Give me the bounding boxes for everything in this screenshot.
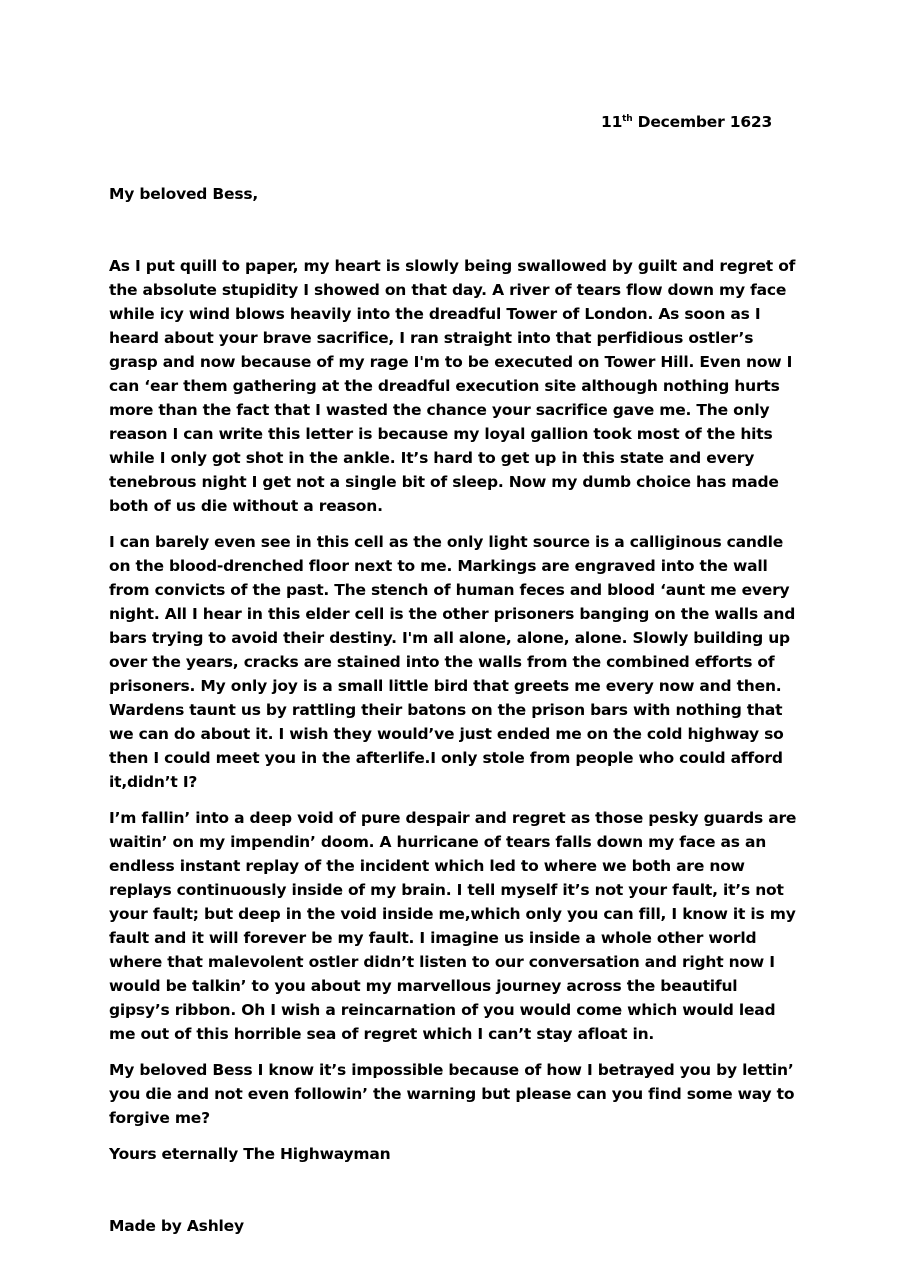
body-paragraph-2: I can barely even see in this cell as the only light source is a calliginous candle on the blood-drenched floor next to me. Markings are engraved into the wall from convicts of the past. The stench of human feces and blood ‘aunt me every night. All I hear in this elder cell is the other prisoners banging on the walls and bars trying to avoid their destiny. I'm all alone, alone, alone. Slowly building up over the years, cracks are stained into the walls from the combined efforts of prisoners. My only joy is a small little bird that greets me every now and then. Wardens taunt us by rattling their batons on the prison bars with nothing that we can do about it. I wish they would’ve just ended me on the cold highway so then I could meet you in the afterlife.I only stole from people who could afford it,didn’t I?	[109, 533, 796, 791]
author-credit: Made by Ashley	[109, 1217, 244, 1235]
letter-body	[109, 254, 799, 1130]
letter-date	[601, 110, 799, 134]
body-paragraph-3: I’m fallin’ into a deep void of pure despair and regret as those pesky guards are waitin’ on my impendin’ doom. A hurricane of tears falls down my face as an endless instant replay of the incident which led to where we both are now replays continuously inside of my brain. I tell myself it’s not your fault, it’s not your fault; but deep in the void inside me,which only you can fill, I know it is my fault and it will forever be my fault. I imagine us inside a whole other world where that malevolent ostler didn’t listen to our conversation and right now I would be talkin’ to you about my marvellous journey across the beautiful gipsy’s ribbon. Oh I wish a reincarnation of you would come which would lead me out of this horrible sea of regret which I can’t stay afloat in.	[109, 809, 797, 1043]
body-paragraph-4: My beloved Bess I know it’s impossible because of how I betrayed you by lettin’ you die and not even followin’ the warning but please can you find some way to forgive me?	[109, 1061, 795, 1127]
date-day: 11	[601, 113, 623, 131]
body-paragraph-1: As I put quill to paper, my heart is slowly being swallowed by guilt and regret of the absolute stupidity I showed on that day. A river of tears flow down my face while icy wind blows heavily into the dreadful Tower of London. As soon as I heard about your brave sacrifice, I ran straight into that perfidious ostler’s grasp and now because of my rage I'm to be executed on Tower Hill. Even now I can ‘ear them gathering at the dreadful execution site although nothing hurts more than the fact that I wasted the chance your sacrifice gave me. The only reason I can write this letter is because my loyal gallion took most of the hits while I only got shot in the ankle. It’s hard to get up in this state and every tenebrous night I get not a single bit of sleep. Now my dumb choice has made both of us die without a reason.	[109, 257, 796, 515]
date-ordinal-suffix: th	[622, 114, 633, 124]
date-month-year: December 1623	[632, 113, 773, 131]
closing-signature: Yours eternally The Highwayman	[109, 1145, 391, 1163]
letter-document	[109, 110, 799, 1238]
salutation: My beloved Bess,	[109, 185, 259, 203]
